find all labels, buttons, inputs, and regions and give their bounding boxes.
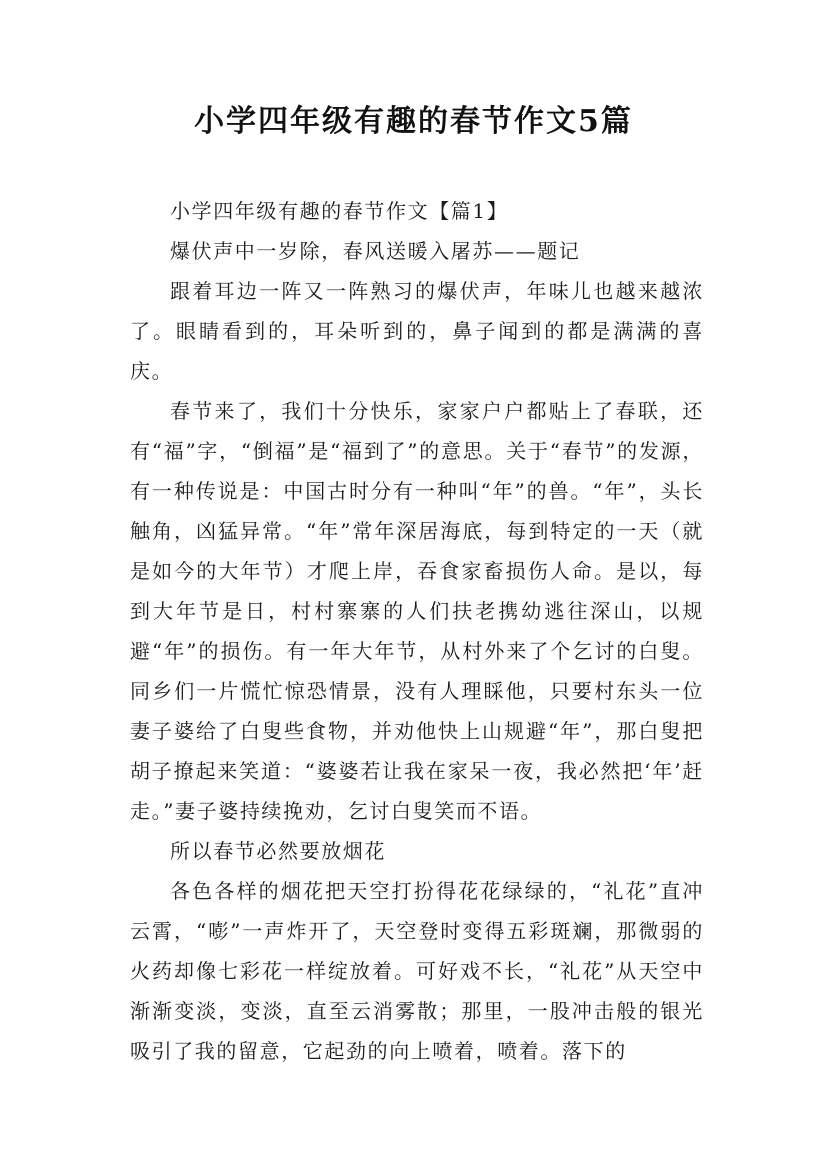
paragraph: 各色各样的烟花把天空打扮得花花绿绿的，“礼花”直冲云霄，“嘭”一声炸开了，天空登时变得五彩斑斓，那微弱的火药却像七彩花一样绽放着。可好戏不长，“礼花”从天空中渐渐变淡，变淡，直至云消雾散；那里，一股冲击般的银光吸引了我的留意，它起劲的向上喷着，喷着。落下的 <box>130 879 704 1063</box>
paragraph: 跟着耳边一阵又一阵熟习的爆伏声，年味儿也越来越浓了。眼睛看到的，耳朵听到的，鼻子闻到的都是满满的喜庆。 <box>130 279 704 383</box>
document-body <box>130 191 704 1071</box>
paragraph-epigraph: 爆伏声中一岁除，春风送暖入屠苏——题记 <box>170 239 581 263</box>
paragraph: 春节来了，我们十分快乐，家家户户都贴上了春联，还有“福”字，“倒福”是“福到了”的意思。关于“春节”的发源，有一种传说是：中国古时分有一种叫“年”的兽。“年”，头长触角，凶猛异常。“年”常年深居海底，每到特定的一天（就是如今的大年节）才爬上岸，吞食家畜损伤人命。是以，每到大年节是日，村村寨寨的人们扶老携幼逃往深山，以规避“年”的损伤。有一年大年节，从村外来了个乞讨的白叟。同乡们一片慌忙惊恐情景，没有人理睬他，只要村东头一位妻子婆给了白叟些食物，并劝他快上山规避“年”，那白叟把胡子撩起来笑道：“婆婆若让我在家呆一夜，我必然把‘年’赶走。”妻子婆持续挽劝，乞讨白叟笑而不语。 <box>130 399 704 823</box>
document-title: 小学四年级有趣的春节作文5篇 <box>194 104 633 139</box>
paragraph-heading: 小学四年级有趣的春节作文【篇1】 <box>170 199 509 223</box>
paragraph: 所以春节必然要放烟花 <box>170 839 386 863</box>
